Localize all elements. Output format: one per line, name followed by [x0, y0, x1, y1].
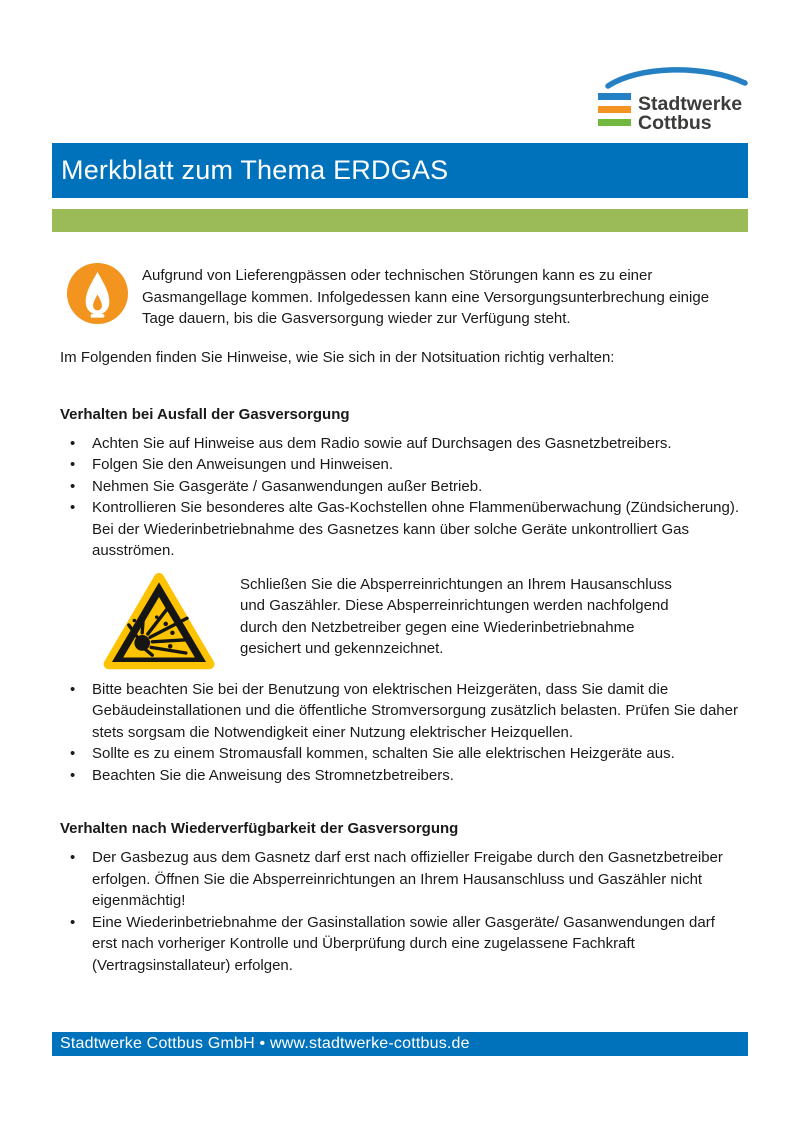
list-item: • Beachten Sie die Anweisung des Stromnetzbetreibers. — [60, 765, 742, 787]
intro-section — [66, 262, 742, 330]
footer-text: Stadtwerke Cottbus GmbH • www.stadtwerke-cottbus.de — [60, 1035, 470, 1052]
logo-text-line2: Cottbus — [638, 112, 712, 132]
section-heading-outage: Verhalten bei Ausfall der Gasversorgung — [60, 405, 350, 423]
warning-section — [103, 570, 742, 671]
explosion-warning-icon — [103, 570, 215, 671]
green-accent-bar — [52, 209, 748, 232]
document-body — [0, 232, 794, 976]
list-item: • Nehmen Sie Gasgeräte / Gasanwendungen außer Betrieb. — [60, 476, 742, 498]
bullet-list-electric — [60, 679, 742, 787]
list-item: • Bitte beachten Sie bei der Benutzung von elektrischen Heizgeräten, dass Sie damit die Gebäudeinstallationen und die öffentliche Stromversorgung zusätzlich belasten. Prüfen Sie daher stets sorgsam die Notwendigkeit einer Nutzung elektrischer Heizquellen. — [60, 679, 742, 744]
logo-bar-orange — [598, 106, 631, 113]
stadtwerke-logo — [598, 66, 750, 132]
list-item: • Kontrollieren Sie besonderes alte Gas-Kochstellen ohne Flammenüberwachung (Zündsicherung). Bei der Wiederinbetriebnahme des Gasnetzes kann über solche Geräte unkontrolliert Gas ausströmen. — [60, 497, 742, 562]
flame-icon — [66, 262, 129, 325]
list-item: • Der Gasbezug aus dem Gasnetz darf erst nach offizieller Freigabe durch den Gasnetzbetreiber erfolgen. Öffnen Sie die Absperreinrichtungen an Ihrem Hausanschluss und Gaszähler nicht eigenmächtig! — [60, 847, 742, 912]
title-bar — [52, 143, 748, 198]
footer-bar — [52, 1032, 748, 1056]
logo-text-line1: Stadtwerke — [638, 93, 743, 115]
logo-bar-green — [598, 119, 631, 126]
lead-paragraph: Im Folgenden finden Sie Hinweise, wie Sie sich in der Notsituation richtig verhalten: — [60, 348, 615, 366]
section-heading-restore: Verhalten nach Wiederverfügbarkeit der Gasversorgung — [60, 820, 459, 837]
logo-arc-icon — [608, 70, 745, 86]
bullet-list-outage — [60, 433, 742, 562]
list-item: • Folgen Sie den Anweisungen und Hinweisen. — [60, 454, 742, 476]
list-item: • Achten Sie auf Hinweise aus dem Radio sowie auf Durchsagen des Gasnetzbetreibers. — [60, 433, 742, 455]
logo-bar-blue — [598, 93, 631, 100]
list-item: • Eine Wiederinbetriebnahme der Gasinstallation sowie aller Gasgeräte/ Gasanwendungen darf erst nach vorheriger Kontrolle und Überprüfung durch eine zugelassene Fachkraft (Vertragsinstallateur) erfolgen. — [60, 912, 742, 977]
warning-note-text: Schließen Sie die Absperreinrichtungen an Ihrem Hausanschluss und Gaszähler. Diese Absperreinrichtungen werden nachfolgend durch den Netzbetreiber gegen eine Wiederinbetriebnahme gesichert und gekennzeichnet. — [240, 575, 672, 657]
intro-paragraph: Aufgrund von Lieferengpässen oder technischen Störungen kann es zu einer Gasmangellage kommen. Infolgedessen kann eine Versorgungsunterbrechung einige Tage dauern, bis die Gasversorgung wieder zur Verfügung steht. — [142, 267, 710, 327]
list-item: • Sollte es zu einem Stromausfall kommen, schalten Sie alle elektrischen Heizgeräte aus. — [60, 743, 742, 765]
page-title: Merkblatt zum Thema ERDGAS — [61, 155, 449, 185]
bullet-list-restore — [60, 847, 742, 976]
